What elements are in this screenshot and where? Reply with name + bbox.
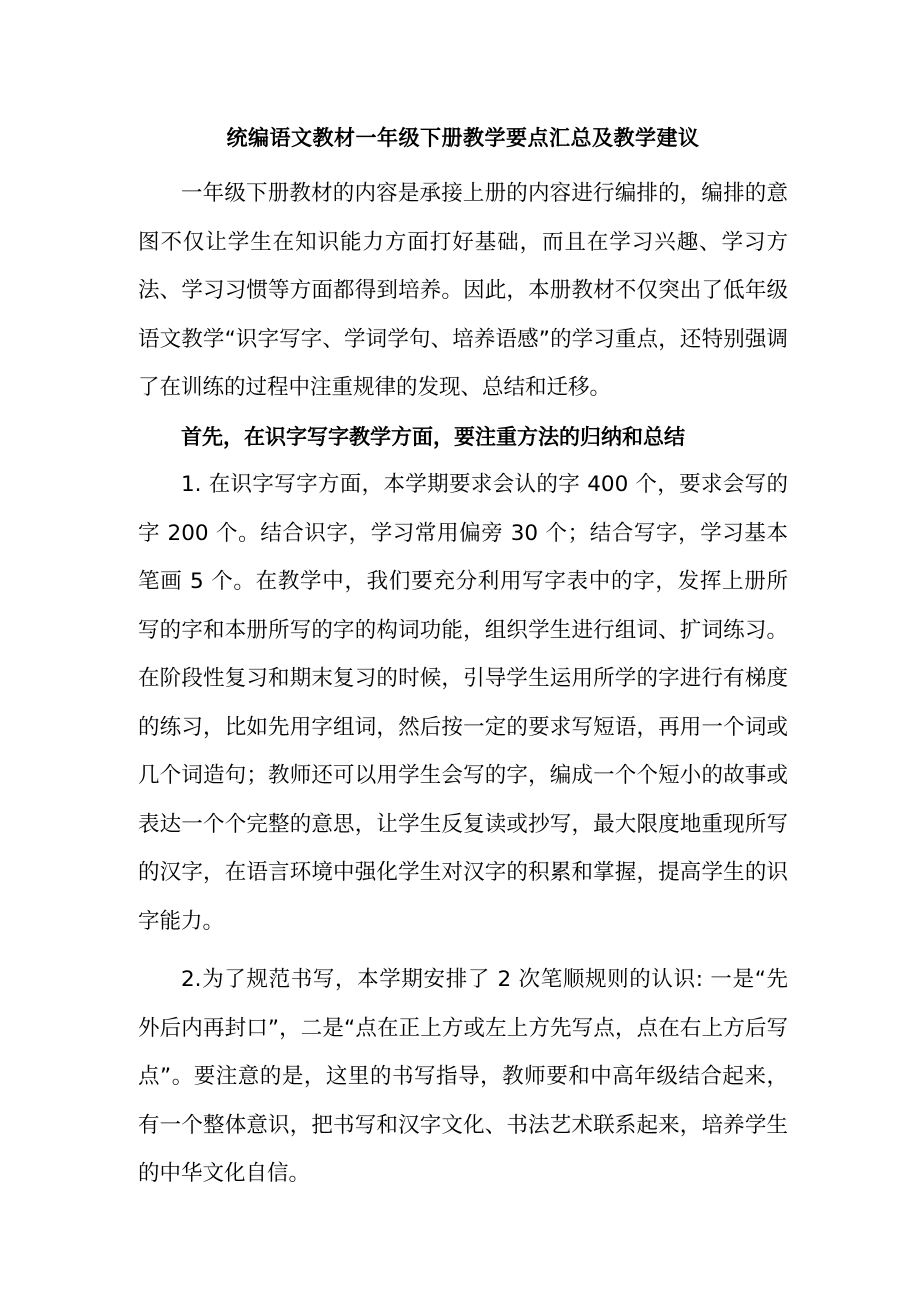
page-title: 统编语文教材一年级下册教学要点汇总及教学建议 <box>226 126 700 150</box>
point-1-paragraph: 1. 在识字写字方面，本学期要求会认的字 400 个，要求会写的字 200 个。结合识字，学习常用偏旁 30 个；结合写字，学习基本笔画 5 个。在教学中，我们要充分利用写字表中的字，发挥上册所写的字和本册所写的字的构词功能，组织学生进行组词、扩词练习。在阶段性复习和期末复习的时候，引导学生运用所学的字进行有梯度的练习，比如先用字组词，然后按一定的要求写短语，再用一个词或几个词造句；教师还可以用学生会写的字，编成一个个短小的故事或表达一个个完整的意思，让学生反复读或抄写，最大限度地重现所写的汉字，在语言环境中强化学生对汉字的积累和掌握，提高学生的识字能力。 <box>138 472 788 934</box>
intro-paragraph: 一年级下册教材的内容是承接上册的内容进行编排的，编排的意图不仅让学生在知识能力方面打好基础，而且在学习兴趣、学习方法、学习习惯等方面都得到培养。因此，本册教材不仅突出了低年级语文教学“识字写字、学词学句、培养语感”的学习重点，还特别强调了在训练的过程中注重规律的发现、总结和迁移。 <box>138 181 788 400</box>
document-body <box>138 170 788 1199</box>
section-heading: 首先，在识字写字教学方面，要注重方法的归纳和总结 <box>181 424 685 449</box>
point-2-paragraph: 2.为了规范书写，本学期安排了 2 次笔顺规则的认识: 一是“先外后内再封口”，二是“点在正上方或左上方先写点，点在右上方后写点”。要注意的是，这里的书写指导，教师要和中高年级结合起来，有一个整体意识，把书写和汉字文化、书法艺术联系起来，培养学生的中华文化自信。 <box>138 967 788 1186</box>
